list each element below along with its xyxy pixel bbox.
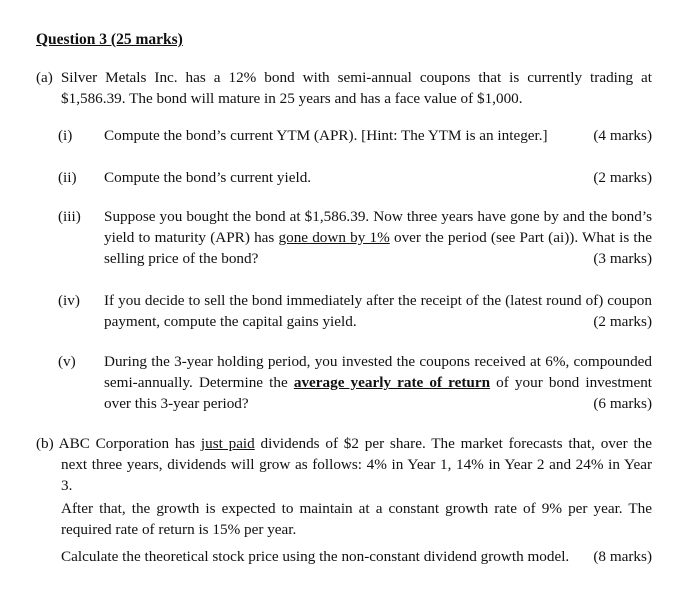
item-v-line2	[104, 372, 652, 393]
item-i-text: Compute the bond’s current YTM (APR). [Hint: The YTM is an integer.]	[104, 127, 548, 144]
part-a-intro	[36, 67, 652, 109]
item-iii-underlined: gone down by 1%	[278, 229, 390, 246]
part-a-label: (a)	[36, 69, 53, 86]
item-i	[58, 125, 652, 146]
part-b-label: (b)	[36, 435, 54, 452]
item-iv-marks: (2 marks)	[593, 313, 652, 330]
item-ii	[58, 167, 652, 188]
item-iii-line3: selling price of the bond?	[104, 250, 259, 267]
part-b-p1-pre: ABC Corporation has	[58, 435, 201, 452]
item-iii-marks: (3 marks)	[593, 250, 652, 267]
item-iii-line2-pre: yield to maturity (APR) has	[104, 229, 279, 246]
part-b-intro	[36, 433, 652, 496]
part-a-line1: Silver Metals Inc. has a 12% bond with semi-annual coupons that is currently trading at	[60, 69, 652, 86]
item-ii-text: Compute the bond’s current yield.	[104, 169, 312, 186]
item-v-emphasis: average yearly rate of return	[293, 374, 491, 391]
part-b-p2-line2: required rate of return is 15% per year.	[61, 521, 297, 538]
part-b-p1-post: dividends of $2 per share. The market forecasts that, over the	[254, 435, 652, 452]
item-iii-line1: Suppose you bought the bond at $1,586.39. Now three years have gone by and the bond’s	[104, 208, 652, 225]
item-iv-number: (iv)	[58, 292, 80, 309]
item-iii-number: (iii)	[58, 208, 81, 225]
part-a-line2: $1,586.39. The bond will mature in 25 years and has a face value of $1,000.	[61, 90, 523, 107]
item-i-number: (i)	[58, 127, 73, 144]
part-b-paragraph-2	[61, 498, 652, 540]
item-v	[58, 351, 652, 414]
part-b-p1-line2: next three years, dividends will grow as follows: 4% in Year 1, 14% in Year 2 and 24% in Year	[61, 456, 652, 473]
item-iii-line2-post: over the period (see Part (ai)). What is the	[389, 229, 652, 246]
item-iii	[58, 206, 652, 269]
question-title: Question 3 (25 marks)	[36, 31, 183, 48]
item-i-marks: (4 marks)	[593, 127, 652, 144]
item-ii-number: (ii)	[58, 169, 77, 186]
item-ii-marks: (2 marks)	[593, 169, 652, 186]
part-b-underlined: just paid	[200, 435, 255, 452]
part-b-p3-marks: (8 marks)	[593, 548, 652, 565]
item-v-marks: (6 marks)	[593, 395, 652, 412]
item-v-line1: During the 3-year holding period, you invested the coupons received at 6%, compounded	[104, 353, 652, 370]
item-iv	[58, 290, 652, 332]
item-v-line2-pre: semi-annually. Determine the	[104, 374, 294, 391]
item-v-line3: over this 3-year period?	[104, 395, 249, 412]
part-b-p1-line3: 3.	[61, 477, 73, 494]
part-b-p2-line1: After that, the growth is expected to maintain at a constant growth rate of 9% per year. The	[61, 500, 652, 517]
item-iv-line1: If you decide to sell the bond immediately after the receipt of the (latest round of) coupon	[104, 292, 652, 309]
item-v-line2-post: of your bond investment	[490, 374, 652, 391]
part-b-p3-text: Calculate the theoretical stock price using the non-constant dividend growth model.	[61, 548, 570, 565]
item-iv-line2: payment, compute the capital gains yield.	[104, 313, 357, 330]
item-v-number: (v)	[58, 353, 76, 370]
part-b-paragraph-3	[61, 546, 652, 567]
item-iii-line2	[104, 227, 652, 248]
